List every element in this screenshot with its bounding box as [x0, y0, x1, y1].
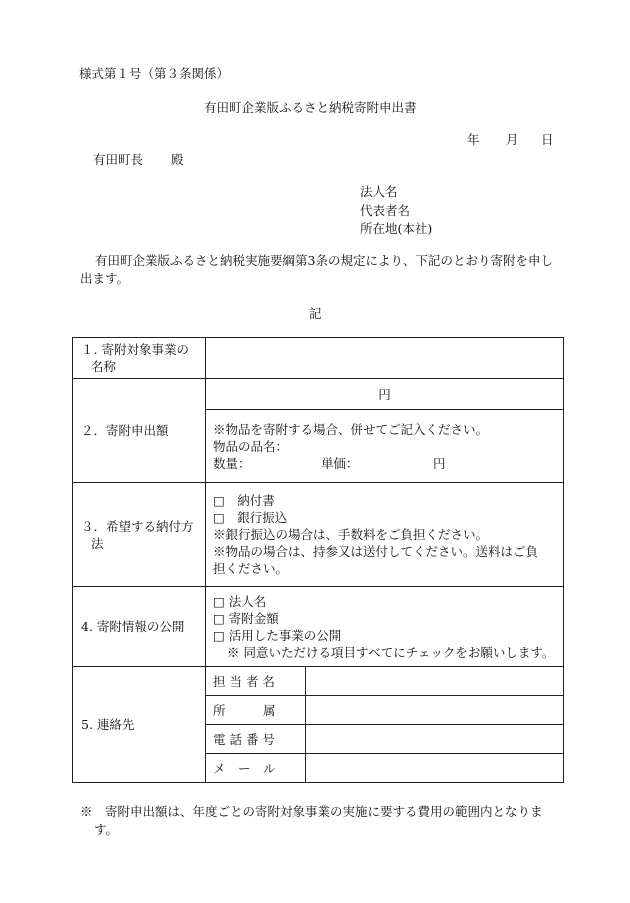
donation-form-table [72, 337, 564, 783]
disclosure-options [206, 587, 564, 667]
row-project-name [73, 338, 564, 379]
document-title: 有田町企業版ふるさと納税寄附申出書 [204, 100, 417, 115]
applicant-address-label: 所在地(本社) [360, 221, 433, 236]
applicant-corp-name-label: 法人名 [360, 184, 398, 199]
contact-person-label: 担 当 者 名 [206, 667, 306, 696]
payment-method-label: ３．希望する納付方 法 [73, 483, 206, 587]
date-year-label: 年 [467, 132, 480, 147]
goods-yen-unit: 円 [433, 455, 446, 471]
date-day-label: 日 [541, 132, 554, 147]
disclosure-option-amount[interactable]: □ 寄附金額 [213, 610, 279, 626]
payment-method-options [206, 483, 564, 587]
goods-item-name-label: 物品の品名： [213, 438, 289, 454]
payment-option-invoice[interactable]: □ 納付書 [213, 493, 275, 508]
contact-phone-field[interactable] [306, 725, 564, 754]
date-month-label: 月 [506, 132, 519, 147]
contact-department-label: 所 属 [206, 696, 306, 725]
payment-bank-note: ※銀行振込の場合は、手数料をご負担ください。 [213, 527, 489, 542]
disclosure-option-project[interactable]: □ 活用した事業の公開 [213, 627, 342, 643]
project-name-label: １. 寄附対象事業の 名称 [73, 338, 206, 379]
payment-goods-note-1: ※物品の場合は、持参又は送付してください。送料はご負 [213, 544, 539, 559]
applicant-representative-label: 代表者名 [360, 203, 411, 218]
row-amount [73, 379, 564, 410]
contact-email-field[interactable] [306, 754, 564, 783]
disclosure-option-corp-name[interactable]: □ 法人名 [213, 593, 267, 609]
payment-option-bank-transfer[interactable]: □ 銀行振込 [213, 510, 288, 525]
contact-person-field[interactable] [306, 667, 564, 696]
row-contact-person [73, 667, 564, 696]
row-payment-method [73, 483, 564, 587]
contact-email-label: メ ー ル [206, 754, 306, 783]
amount-field[interactable] [206, 379, 564, 410]
goods-note: ※物品を寄附する場合、併せてご記入ください。 [213, 421, 489, 437]
form-number: 様式第１号（第３条関係） [79, 66, 230, 81]
disclosure-note: ※ 同意いただける項目すべてにチェックをお願いします。 [227, 644, 555, 660]
addressee-honorific: 殿 [171, 152, 184, 167]
row-disclosure [73, 587, 564, 667]
goods-unit-price-label: 単価： [321, 455, 359, 471]
footnote-line-2: す。 [94, 822, 119, 837]
ki-heading: 記 [309, 306, 322, 321]
intro-line-1: 有田町企業版ふるさと納税実施要綱第3条の規定により、下記のとおり寄附を申し [95, 253, 553, 268]
goods-quantity-label: 数量： [213, 455, 251, 471]
contact-phone-label: 電 話 番 号 [206, 725, 306, 754]
footnote-line-1: ※ 寄附申出額は、年度ごとの寄附対象事業の実施に要する費用の範囲内となりま [80, 804, 543, 819]
goods-field[interactable] [206, 410, 564, 483]
addressee-name: 有田町長 [93, 152, 144, 167]
intro-line-2: 出ます。 [80, 271, 130, 286]
contact-department-field[interactable] [306, 696, 564, 725]
amount-label: ２．寄附申出額 [73, 379, 206, 483]
project-name-field[interactable] [206, 338, 564, 379]
amount-yen-unit: 円 [378, 387, 391, 402]
disclosure-label: 4. 寄附情報の公開 [73, 587, 206, 667]
contact-label: 5. 連絡先 [73, 667, 206, 783]
payment-goods-note-2: 担ください。 [213, 561, 289, 576]
